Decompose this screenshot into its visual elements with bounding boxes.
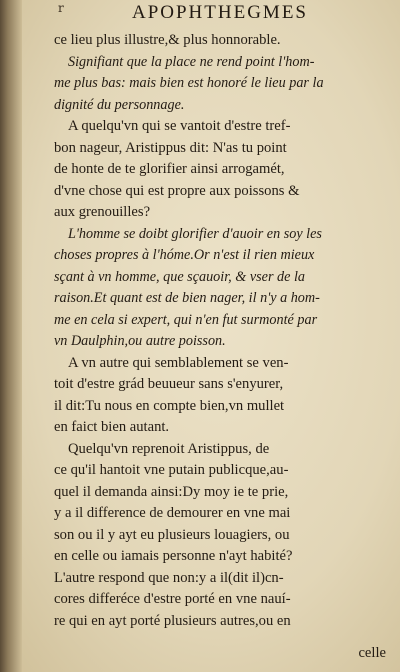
text-line: A quelqu'vn qui se vantoit d'estre tref- [68, 118, 291, 134]
text-line: quel il demanda ainsi:Dy moy ie te prie, [54, 483, 289, 500]
text-line: ce qu'il hantoit vne putain publicque,au- [54, 462, 289, 478]
text-line: choses propres à l'hóme.Or n'est il rien mieux [54, 247, 315, 263]
text-line: toit d'estre grád beuueur sans s'enyurer, [54, 376, 284, 392]
text-line: cores differéce d'estre porté en vne nauí- [54, 591, 291, 607]
page-gutter [0, 0, 22, 672]
text-line: me plus bas: mais bien est honoré le lieu par la [54, 75, 324, 91]
text-line: raison.Et quant est de bien nager, il n'y a hom- [54, 290, 320, 306]
text-line: Quelqu'vn reprenoit Aristippus, de [68, 440, 270, 457]
text-line: aux grenouilles? [54, 204, 151, 220]
text-line: d'vne chose qui est propre aux poissons & [54, 182, 300, 199]
text-line: A vn autre qui semblablement se ven- [68, 354, 289, 371]
text-line: vn Daulphin,ou autre poisson. [54, 333, 226, 349]
running-head: APOPHTHEGMES [131, 2, 309, 23]
text-line: L'homme se doibt glorifier d'auoir en soy les [68, 225, 322, 242]
text-line: en celle ou iamais personne n'ayt habité? [54, 548, 293, 564]
text-line: L'autre respond que non:y a il(dit il)cn- [54, 569, 284, 586]
text-line: bon nageur, Aristippus dit: N'as tu point [54, 139, 287, 156]
text-block [54, 30, 394, 632]
text-line: sçant à vn homme, que sçauoir, & vser de la [54, 268, 305, 285]
text-line: re qui en ayt porté plusieurs autres,ou en [54, 612, 291, 629]
text-line: en faict bien autant. [54, 419, 170, 435]
text-line: y a il difference de demourer en vne mai [54, 505, 291, 521]
text-line: de honte de te glorifier ainsi arrogamét, [54, 161, 285, 177]
text-line: son ou il y ayt eu plusieurs louagiers, ou [54, 526, 290, 543]
text-line: dignité du personnage. [54, 96, 185, 113]
catchword: celle [358, 645, 386, 661]
text-line: Signifiant que la place ne rend point l'hom- [68, 53, 315, 70]
corner-mark: r [58, 1, 64, 15]
text-line: il dit:Tu nous en compte bien,vn mullet [54, 397, 285, 414]
text-line: ce lieu plus illustre,& plus honnorable. [54, 32, 281, 48]
text-line: me en cela si expert, qui n'en fut surmonté par [54, 311, 318, 328]
